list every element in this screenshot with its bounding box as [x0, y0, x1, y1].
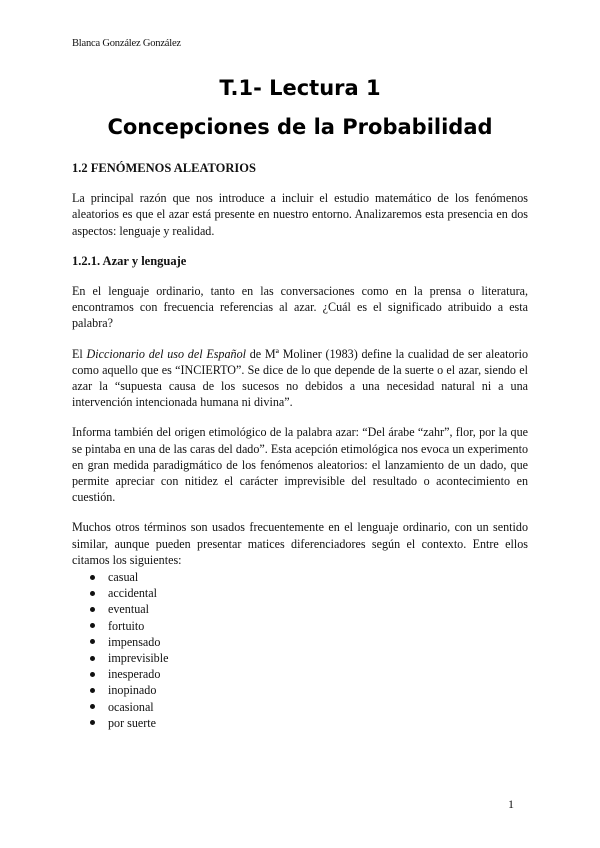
term-text: ocasional	[108, 699, 154, 714]
list-item	[90, 601, 528, 617]
term-text: inesperado	[108, 667, 161, 682]
list-item	[90, 650, 528, 666]
term-text: imprevisible	[108, 651, 169, 665]
paragraph-terminos: Muchos otros términos son usados frecuentemente en el lenguaje ordinario, con un sentido similar, aunque pueden presentar matices diferenciadores según el contexto. Entre ellos citamos los siguientes:	[72, 520, 528, 567]
paragraph-etimologia: Informa también del origen etimológico de la palabra azar: “Del árabe “zahr”, flor, por la que se pintaba en una de las caras del dado”. Esta acepción etimológica nos evoca un experimento en gran medida paradigmático de los fenómenos aleatorios: el lanzamiento de un dado, que permite apreciar con nitidez el carácter imprevisible del resultado o acontecimiento en cuestión.	[72, 425, 528, 505]
term-text: eventual	[108, 602, 149, 617]
subsection-heading-azar: 1.2.1. Azar y lenguaje	[72, 253, 187, 268]
list-item	[90, 585, 528, 601]
bullet-icon	[90, 639, 95, 644]
bullet-icon	[90, 623, 95, 628]
list-item	[90, 666, 528, 682]
bullet-icon	[90, 656, 95, 661]
terms-list	[72, 569, 528, 731]
list-item	[90, 715, 528, 731]
list-item	[90, 618, 528, 634]
list-item	[90, 699, 528, 715]
term-text: fortuito	[108, 618, 145, 633]
dictionary-title: Diccionario del uso del Español	[86, 346, 246, 361]
paragraph-intro: La principal razón que nos introduce a incluir el estudio matemático de los fenómenos aleatorios es que el azar está presente en nuestro entorno. Analizaremos esta presencia en dos aspectos: lenguaje y realidad.	[72, 191, 528, 238]
list-item	[90, 569, 528, 585]
list-item	[90, 682, 528, 698]
term-text: casual	[108, 570, 139, 585]
bullet-icon	[90, 575, 95, 580]
title-line-2: Concepciones de la Probabilidad	[107, 115, 493, 139]
term-text: por suerte	[108, 715, 157, 730]
paragraph-diccionario-pre: El	[72, 346, 87, 361]
bullet-icon	[90, 704, 95, 709]
term-text: impensado	[108, 634, 161, 649]
term-text: inopinado	[108, 683, 157, 698]
paragraph-lenguaje: En el lenguaje ordinario, tanto en las conversaciones como en la prensa o literatura, encontramos con frecuencia referencias al azar. ¿Cuál es el significado atribuido a esta palabra?	[72, 284, 528, 331]
title-line-1: T.1- Lectura 1	[219, 76, 381, 100]
section-heading-fenomenos: 1.2 FENÓMENOS ALEATORIOS	[72, 161, 256, 175]
bullet-icon	[90, 591, 95, 596]
paragraph-diccionario	[72, 346, 528, 411]
bullet-icon	[90, 672, 95, 677]
term-text: accidental	[108, 586, 158, 601]
document-body	[72, 160, 528, 731]
page-number: 1	[508, 797, 514, 811]
bullet-icon	[90, 688, 95, 693]
bullet-icon	[90, 720, 95, 725]
list-item	[90, 634, 528, 650]
page-header-author: Blanca González González	[72, 38, 181, 49]
bullet-icon	[90, 607, 95, 612]
paragraph-diccionario-post: de Mª Moliner (1983) define la cualidad de ser aleatorio como aquello que es “INCIERTO”. Se dice de lo que depende de la suerte o el azar, siendo el azar la “supuesta causa de los sucesos no debidos a una necesidad natural ni a una intervención intencionada humana ni divina”.	[72, 346, 528, 410]
